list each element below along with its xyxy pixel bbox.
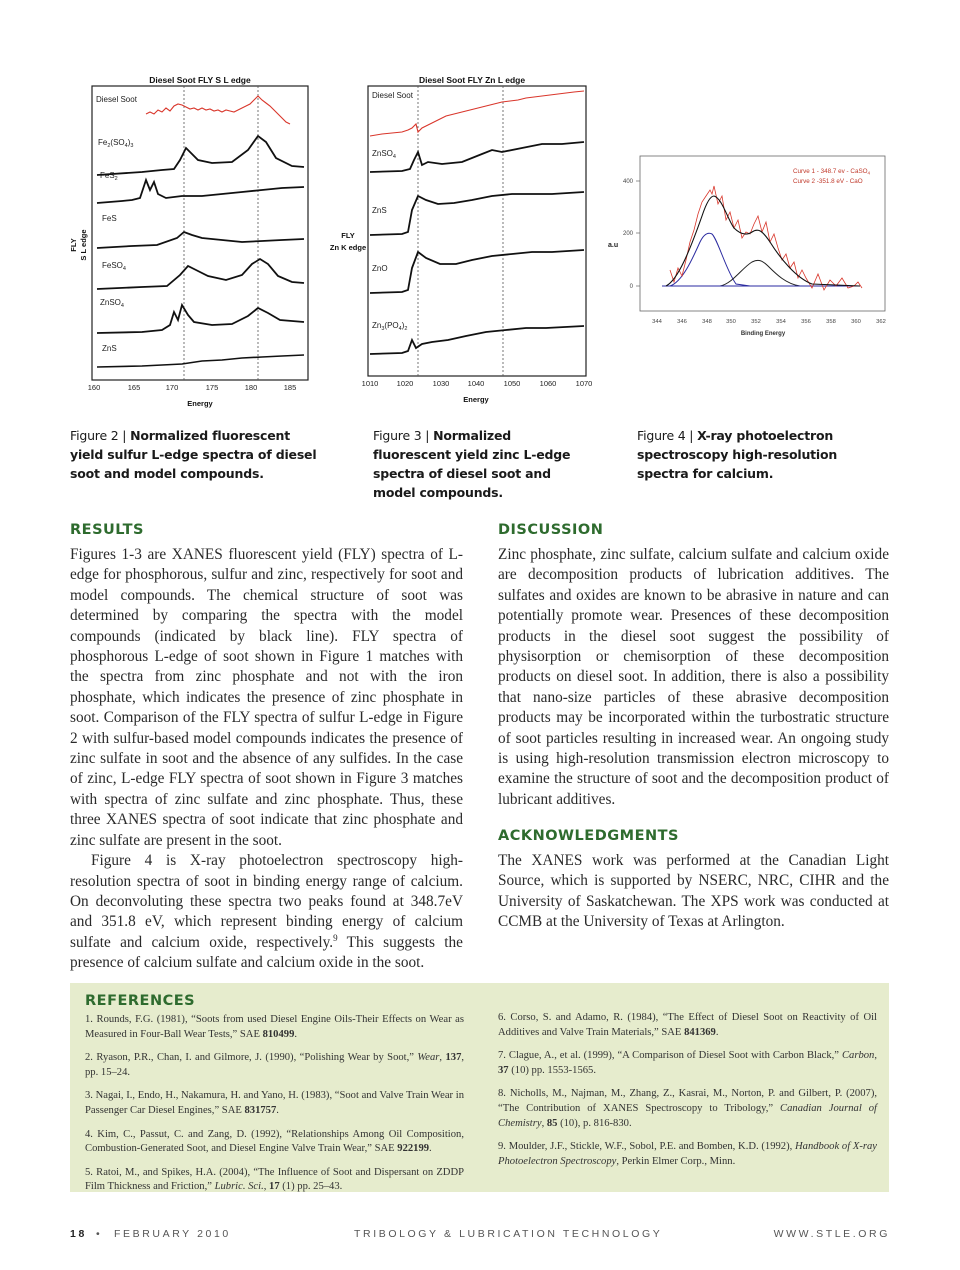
fig2-y-label-1: FLY [69,238,78,252]
footer-bullet: • [96,1228,103,1240]
footer-date: FEBRUARY 2010 [114,1228,231,1240]
fig2-curve-label-soot: Diesel Soot [96,95,137,104]
fig4-x-tick: 360 [851,319,861,325]
fig3-x-tick: 1030 [432,379,450,388]
reference-item: 5. Ratoi, M., and Spikes, H.A. (2004), “The Influence of Soot and Dispersant on ZDDP Film Thickness and Friction,” Lubric. Sci., 17 (1) pp. 25–43. [85,1166,464,1193]
figure-3-caption [373,426,588,502]
figure-3-chart [322,70,597,410]
fig3-x-tick: 1060 [539,379,557,388]
fig4-x-tick: 358 [826,319,836,325]
fig2-x-tick: 185 [283,383,297,392]
fig3-curve-znso4 [370,142,584,172]
fig3-x-tick: 1050 [503,379,521,388]
fig2-frame [92,86,308,380]
fig4-x-tick: 346 [677,319,687,325]
figure-4-caption [637,426,887,483]
reference-item: 7. Clague, A., et al. (1999), “A Comparison of Diesel Soot with Carbon Black,” Carbon, 37 (10) pp. 1553-1565. [498,1050,877,1076]
fig2-caption-label: Figure 2 | [70,428,131,443]
fig4-x-tick: 344 [652,319,662,325]
references-right-column [498,1011,877,1178]
discussion-heading: DISCUSSION [498,522,604,538]
reference-item: 3. Nagai, I., Endo, H., Nakamura, H. and Yano, H. (1983), “Soot and Valve Train Wear in Passenger Car Diesel Engines,” SAE 831757. [85,1090,464,1116]
fig4-y-tick: 400 [622,179,633,185]
fig3-curve-zno [370,250,584,293]
fig4-y-tick: 0 [629,284,633,290]
fig4-caption-label: Figure 4 | [637,428,698,443]
fig4-x-tick: 348 [702,319,712,325]
fig3-curve-label-zno: ZnO [372,264,388,273]
footer-url: WWW.STLE.ORG [773,1228,890,1240]
fig2-curve-label-feso4: FeSO$_4$ [102,261,126,272]
figure-2-chart [62,70,320,415]
fig3-curve-label-znso4: ZnSO$_4$ [372,149,396,160]
fig4-x-tick: 350 [726,319,736,325]
figure-4-chart [600,150,890,350]
fig4-x-label: Binding Energy [740,331,786,337]
fig3-curve-label-zns: ZnS [372,206,387,215]
fig2-curve-label-znso4: ZnSO$_4$ [100,298,124,309]
fig3-curve-label-zn3po42: $Zn_3(PO_4)_2$ [372,321,408,332]
fig3-curve-label-soot: Diesel Soot [372,91,413,100]
reference-item: 2. Ryason, P.R., Chan, I. and Gilmore, J. (1990), “Polishing Wear by Soot,” Wear, 137, pp. 15–24. [85,1052,465,1078]
fig4-x-tick: 352 [751,319,761,325]
page-footer [70,1228,890,1242]
fig4-x-tick: 362 [876,319,886,325]
fig3-caption-label: Figure 3 | [373,428,434,443]
fig3-x-tick: 1040 [467,379,485,388]
reference-item: 9. Moulder, J.F., Stickle, W.F., Sobol, P.E. and Bomben, K.D. (1992), Handbook of X-ray Photoelectron Spectroscopy, Perkin Elmer Corp., Minn. [498,1141,877,1167]
fig2-x-tick: 170 [165,383,179,392]
fig3-x-tick: 1010 [361,379,379,388]
discussion-body [498,545,889,810]
fig2-curve-znso4 [97,305,304,333]
reference-item: 8. Nicholls, M., Najman, M., Zhang, Z., Kasrai, M., Norton, P. and Gilbert, P. (2007), “The Contribution of XANES Spectroscopy to Tribology,” Canadian Journal of Chemistry, 85 (10), p. 816-830. [498,1088,877,1129]
fig2-x-label: Energy [187,399,213,408]
fig4-legend-2: Curve 2 -351.8 eV - CaO [793,178,863,185]
fig4-caption-text: X-ray photoelectron spectroscopy high-resolution spectra for calcium. [637,428,838,481]
acknowledgments-paragraph: The XANES work was performed at the Canadian Light Source, which is supported by NSERC, NRC, CIHR and the University of Saskatchewan. The XPS work was conducted at CCMB at the University of Texas at Arlington. [498,852,889,931]
fig3-title: Diesel Soot FLY Zn L edge [418,75,526,85]
reference-item: 4. Kim, C., Passut, C. and Zang, D. (1992), “Relationships Among Oil Composition, Combustion-Generated Soot, and Diesel Engine Valve Train Wear,” SAE 922199. [85,1128,464,1155]
fig2-curve-feso4 [97,259,304,289]
fig3-x-tick: 1020 [396,379,414,388]
reference-item: 6. Corso, S. and Adamo, R. (1984), “The Effect of Diesel Soot on Reactivity of Oil Additives and Valve Train Materials,” SAE 841369. [498,1012,877,1038]
fig2-curve-label-fe2so43: $Fe_2(SO_4)_3$ [98,138,134,149]
results-heading: RESULTS [70,522,144,538]
discussion-paragraph: Zinc phosphate, zinc sulfate, calcium sulfate and calcium oxide are decomposition products of lubrication additives. The sulfates and oxides are known to be abrasive in nature and can potentially promote wear. Presences of these decomposition products in the diesel soot suggest the possibility of physisorption or chemisorption of these decomposition products on diesel soot. In addition, there is also a possibility that nano-size particles of these abrasive decomposition products may be incorporated within the turbostratic structure of soot particles resulting in increased wear. An ongoing study is using high-resolution transmission electron microscopy to examine the structure of soot and the decomposition product of lubricant additives. [498,546,889,808]
fig4-legend-1: Curve 1 - 348.7 ev - CaSO$_4$ [793,168,871,176]
reference-item: 1. Rounds, F.G. (1981), “Soots from used Diesel Engine Oils-Their Effects on Wear as Measured in Four-Ball Wear Tests,” SAE 810499. [85,1014,464,1040]
fig2-x-tick: 180 [244,383,258,392]
fig3-curve-zn3po42 [370,326,584,354]
fig3-x-tick: 1070 [575,379,593,388]
fig4-x-tick: 354 [776,319,786,325]
fig3-caption-text: Normalized fluorescent yield zinc L-edge spectra of diesel soot and model compounds. [373,428,571,500]
page-number: 18 [70,1228,87,1240]
results-paragraph-2: Figure 4 is X-ray photoelectron spectroscopy high-resolution spectra of soot in binding energy range of calcium. On deconvoluting these spectra two peaks found at 348.7eV and 351.8 eV, which represent binding energy of calcium sulfate and calcium oxide, respectively.$^9$ This suggests the presence of calcium sulfate and calcium oxide in the soot. [70,852,463,972]
fig2-curve-label-zns: ZnS [102,344,117,353]
fig2-title: Diesel Soot FLY S L edge [149,75,251,85]
fig2-caption-text: Normalized fluorescent yield sulfur L-edge spectra of diesel soot and model compounds. [70,428,317,481]
fig2-curve-fes2 [97,180,304,203]
fig4-y-label: a.u [608,242,619,249]
footer-journal: TRIBOLOGY & LUBRICATION TECHNOLOGY [354,1228,663,1240]
fig2-curve-soot [146,96,290,124]
fig2-curve-label-fes: FeS [102,214,117,223]
results-body [70,545,463,974]
fig3-curve-zns [370,192,584,235]
acknowledgments-heading: ACKNOWLEDGMENTS [498,828,679,844]
results-paragraph-1: Figures 1-3 are XANES fluorescent yield (FLY) spectra of L-edge for phosphorous, sulfur and zinc, respectively for soot and model compounds. The chemical structure of soot was determined by comparing the spectra with the model compounds (indicated by black line). FLY spectra of phosphorous L-edge of soot shown in Figure 1 matches with the spectra from zinc phosphate and not with the iron phosphate, which indicates the presence of zinc phosphate in soot. Comparison of the FLY spectra of sulfur L-edge in Figure 2 with sulfur-based model compounds indicates the presence of zinc sulfate in soot and the absence of any sulfides. In the case of zinc, L-edge FLY spectra of soot shown in Figure 3 matches with spectra of zinc sulfate and zinc phosphate. Thus, these three XANES spectra of soot indicate that zinc phosphate and zinc sulfate are present in the soot. [70,546,463,849]
figure-2-caption [70,426,320,483]
acknowledgments-body [498,851,889,933]
fig2-curve-fes [97,232,304,248]
references-left-column [85,1013,464,1204]
fig3-x-label: Energy [463,395,489,404]
fig4-x-tick: 356 [801,319,811,325]
fig2-x-tick: 160 [87,383,101,392]
fig3-y-label-2: Zn K edge [329,243,367,252]
fig2-curve-zns [97,355,304,367]
fig2-curve-label-fes2: FeS$_2$ [100,171,118,182]
fig2-y-label-2: S L edge [79,229,88,261]
fig2-x-tick: 165 [127,383,141,392]
fig3-y-label-1: FLY [341,231,355,240]
fig3-frame [368,86,586,376]
references-heading: REFERENCES [85,993,196,1009]
fig4-y-tick: 200 [622,231,633,237]
fig2-x-tick: 175 [205,383,219,392]
